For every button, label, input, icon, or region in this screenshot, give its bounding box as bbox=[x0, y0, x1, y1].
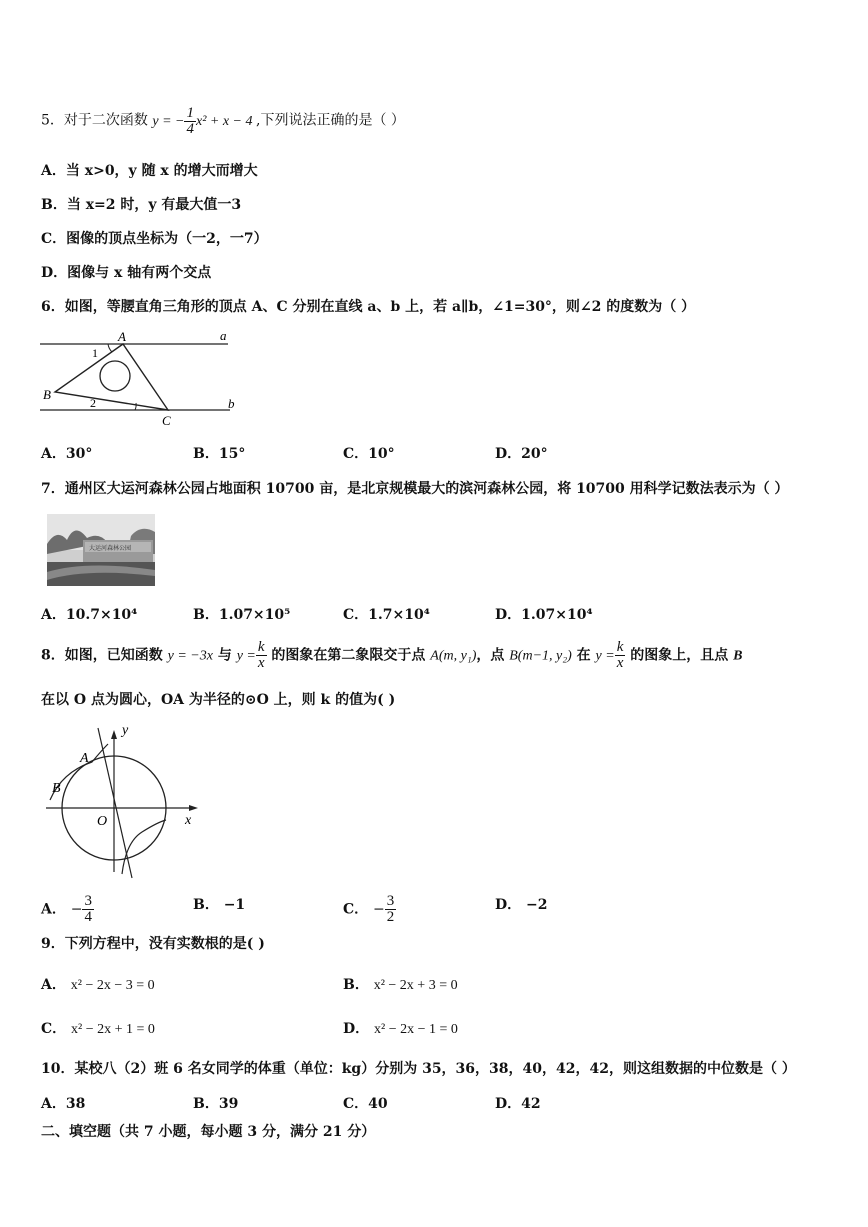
hyperbola-branch-4 bbox=[122, 820, 166, 874]
q9-stem: 9．下列方程中，没有实数根的是( ) bbox=[41, 936, 265, 952]
q6-option-a: A．30° bbox=[41, 446, 93, 462]
q9-option-a: A． x² − 2x − 3 = 0 bbox=[41, 977, 155, 993]
label-A: A bbox=[118, 329, 126, 344]
q6-figure bbox=[38, 326, 243, 430]
inner-circle bbox=[100, 361, 130, 391]
q6-stem: 6．如图，等腰直角三角形的顶点 A、C 分别在直线 a、b 上，若 a∥b，∠1=30°，则∠2 的度数为（ ） bbox=[41, 299, 696, 315]
sign-text: 大运河森林公园 bbox=[89, 545, 132, 552]
q5-stem: 5．对于二次函数 y = − $\frac{1}{4}$ x² + x − 4 ,下列说法正确的是（ ） bbox=[41, 105, 405, 137]
q5-formula: y = − $\frac{1}{4}$ x² + x − 4 bbox=[152, 105, 253, 137]
q8-figure bbox=[42, 722, 212, 882]
q10-stem: 10．某校八（2）班 6 名女同学的体重（单位：kg）分别为 35，36，38，40，42，42，则这组数据的中位数是（ ） bbox=[41, 1061, 796, 1077]
q5-option-d: D．图像与 x 轴有两个交点 bbox=[41, 265, 212, 281]
label-C: C bbox=[162, 413, 171, 428]
label-y: y bbox=[122, 723, 129, 738]
q10-option-b: B．39 bbox=[193, 1096, 239, 1112]
label-A: A bbox=[80, 751, 89, 766]
section-2-heading: 二、填空题（共 7 小题，每小题 3 分，满分 21 分） bbox=[41, 1124, 376, 1140]
q5-option-b: B．当 x=2 时，y 有最大值一3 bbox=[41, 197, 242, 213]
q7-stem: 7．通州区大运河森林公园占地面积 10700 亩，是北京规模最大的滨河森林公园，将 10700 用科学记数法表示为（ ） bbox=[41, 481, 789, 497]
q6-option-d: D．20° bbox=[495, 446, 548, 462]
q5-fraction: $\frac{1}{4}$ bbox=[186, 105, 194, 137]
label-2: 2 bbox=[90, 396, 96, 410]
q6-option-c: C．10° bbox=[343, 446, 395, 462]
q7-option-a: A．10.7×10⁴ bbox=[41, 607, 138, 623]
line-y-neg3x bbox=[98, 728, 132, 878]
q7-option-b: B．1.07×10⁵ bbox=[193, 607, 291, 623]
triangle bbox=[55, 344, 168, 410]
label-B: B bbox=[52, 781, 61, 796]
q7-option-c: C．1.7×10⁴ bbox=[343, 607, 430, 623]
label-b: b bbox=[228, 396, 235, 411]
q9-option-b: B． x² − 2x + 3 = 0 bbox=[343, 977, 458, 993]
q7-option-d: D．1.07×10⁴ bbox=[495, 607, 593, 623]
q5-option-a: A．当 x>0，y 随 x 的增大而增大 bbox=[41, 163, 258, 179]
q10-option-d: D．42 bbox=[495, 1096, 541, 1112]
q8-option-c: C． − $\frac{3}{2}$ bbox=[343, 893, 395, 925]
q8-option-b: B． −1 bbox=[193, 897, 246, 913]
label-1: 1 bbox=[92, 346, 98, 360]
q10-option-c: C．40 bbox=[343, 1096, 388, 1112]
q9-option-c: C． x² − 2x + 1 = 0 bbox=[41, 1021, 155, 1037]
angle-2-arc bbox=[135, 403, 136, 410]
q9-option-d: D． x² − 2x − 1 = 0 bbox=[343, 1021, 458, 1037]
q8-stem-line2: 在以 O 点为圆心，OA 为半径的⊙O 上，则 k 的值为( ) bbox=[41, 692, 396, 708]
q8-option-d: D． −2 bbox=[495, 897, 548, 913]
label-O: O bbox=[97, 814, 108, 829]
label-x: x bbox=[185, 813, 192, 828]
q6-option-b: B．15° bbox=[193, 446, 246, 462]
label-B: B bbox=[43, 387, 51, 402]
q7-photo bbox=[47, 514, 155, 586]
q8-option-a: A． − $\frac{3}{4}$ bbox=[41, 893, 92, 925]
q10-option-a: A．38 bbox=[41, 1096, 86, 1112]
angle-1-arc bbox=[108, 344, 112, 352]
label-a: a bbox=[220, 328, 227, 343]
q5-option-c: C．图像的顶点坐标为（一2，一7） bbox=[41, 231, 268, 247]
q8-stem-line1: 8．如图，已知函数 y = −3x 与 y = $\frac{k}{x}$ 的图象在第二象限交于点 A(m, y₁)，点 B(m−1, y₂) 在 y = $\frac{k}{x}$ 的图象上，且点 B bbox=[41, 639, 743, 671]
